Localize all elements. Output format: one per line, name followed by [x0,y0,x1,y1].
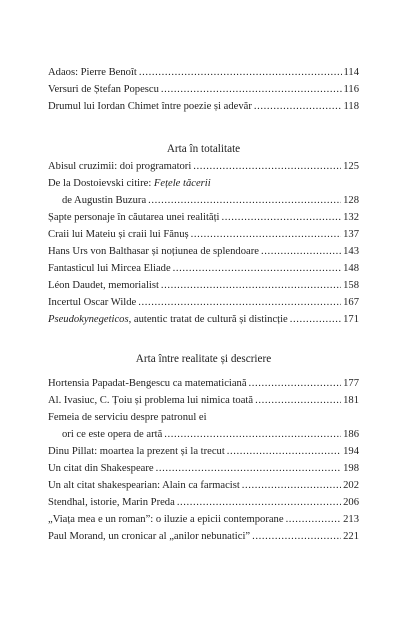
page-number: 177 [343,378,359,389]
entry-title: Hortensia Papadat-Bengescu ca matematiciană [48,378,247,389]
toc-entry [48,98,359,115]
dot-leader [161,81,342,98]
page-number: 213 [343,514,359,525]
entry-title: Abisul cruzimii: doi programatori [48,161,192,172]
toc-entry-multiline [48,409,359,443]
work-title: Pseudokynegeticos [48,314,129,325]
entry-title: Incertul Oscar Wilde [48,297,137,308]
dot-leader [252,528,341,545]
entry-title-line-1: Femeia de serviciu despre patronul ei [48,412,207,423]
dot-leader [249,375,342,392]
page-number: 137 [343,229,359,240]
toc-entry [48,158,359,175]
dot-leader [164,426,341,443]
dot-leader [227,443,341,460]
toc-entry [48,81,359,98]
dot-leader [148,192,341,209]
entry-title-line-2: ori ce este opera de artă [62,429,163,440]
page-number: 158 [343,280,359,291]
page-number: 202 [343,480,359,491]
dot-leader [173,260,341,277]
dot-leader [254,98,342,115]
dot-leader [221,209,341,226]
page-number: 116 [343,84,359,95]
toc-entry [48,311,359,328]
toc-entry [48,64,359,81]
toc-entry [48,209,359,226]
section-heading: Arta între realitate și descriere [135,353,272,365]
toc-entry [48,375,359,392]
toc-section-3 [48,375,359,545]
dot-leader [139,64,342,81]
entry-title: Drumul lui Iordan Chimet între poezie și adevăr [48,101,252,112]
dot-leader [286,511,342,528]
toc-entry [48,511,359,528]
entry-title: Pseudokynegeticos, autentic tratat de cultură și distincție [48,314,288,325]
page-number: 128 [343,195,359,206]
entry-title: Al. Ivasiuc, C. Țoiu și problema lui nimica toată [48,395,254,406]
dot-leader [156,460,342,477]
page-number: 132 [343,212,359,223]
dot-leader [177,494,341,511]
toc-entry [48,477,359,494]
dot-leader [255,392,341,409]
entry-title: Stendhal, istorie, Marin Preda [48,497,175,508]
dot-leader [161,277,341,294]
page-number: 143 [343,246,359,257]
toc-entry [48,460,359,477]
dot-leader [242,477,341,494]
dot-leader [138,294,341,311]
page-number: 186 [343,429,359,440]
toc-entry [48,260,359,277]
entry-title: Versuri de Ștefan Popescu [48,84,159,95]
work-title: Fețele tăcerii [153,178,211,189]
entry-title: Un citat din Shakespeare [48,463,154,474]
toc-entry [48,243,359,260]
toc-entry [48,226,359,243]
page-number: 167 [343,297,359,308]
page-number: 181 [343,395,359,406]
page-number: 125 [343,161,359,172]
page-number: 114 [343,67,359,78]
section-heading: Arta în totalitate [166,143,241,155]
entry-title: Un alt citat shakespearian: Alain ca farmacist [48,480,240,491]
page-number: 148 [343,263,359,274]
page-number: 171 [343,314,359,325]
entry-title: „Viața mea e un roman”: o iluzie a epicii contemporane [48,514,284,525]
page-number: 206 [343,497,359,508]
entry-title: Léon Daudet, memorialist [48,280,159,291]
toc-entry [48,443,359,460]
page-number: 221 [343,531,359,542]
entry-title: Șapte personaje în căutarea unei realități [48,212,220,223]
toc-entry-multiline [48,175,359,209]
entry-title: Paul Morand, un cronicar al „anilor nebunatici” [48,531,251,542]
toc-entry [48,494,359,511]
entry-title: Hans Urs von Balthasar și noțiunea de splendoare [48,246,259,257]
toc-entry [48,294,359,311]
entry-title: Adaos: Pierre Benoît [48,67,137,78]
dot-leader [191,226,341,243]
entry-title: Craii lui Mateiu și craii lui Fănuș [48,229,189,240]
toc-entry [48,392,359,409]
page-number: 198 [343,463,359,474]
page-number: 118 [343,101,359,112]
toc-entry [48,277,359,294]
toc-group-1 [48,64,359,115]
entry-title-line-1: De la Dostoievski citire: Fețele tăcerii [48,178,211,189]
entry-title-line-2: de Augustin Buzura [62,195,147,206]
toc-section-2 [48,158,359,328]
entry-title: Dinu Pillat: moartea la prezent și la trecut [48,446,225,457]
dot-leader [290,311,341,328]
dot-leader [261,243,341,260]
toc-entry [48,528,359,545]
entry-title: Fantasticul lui Mircea Eliade [48,263,171,274]
dot-leader [193,158,341,175]
page-number: 194 [343,446,359,457]
